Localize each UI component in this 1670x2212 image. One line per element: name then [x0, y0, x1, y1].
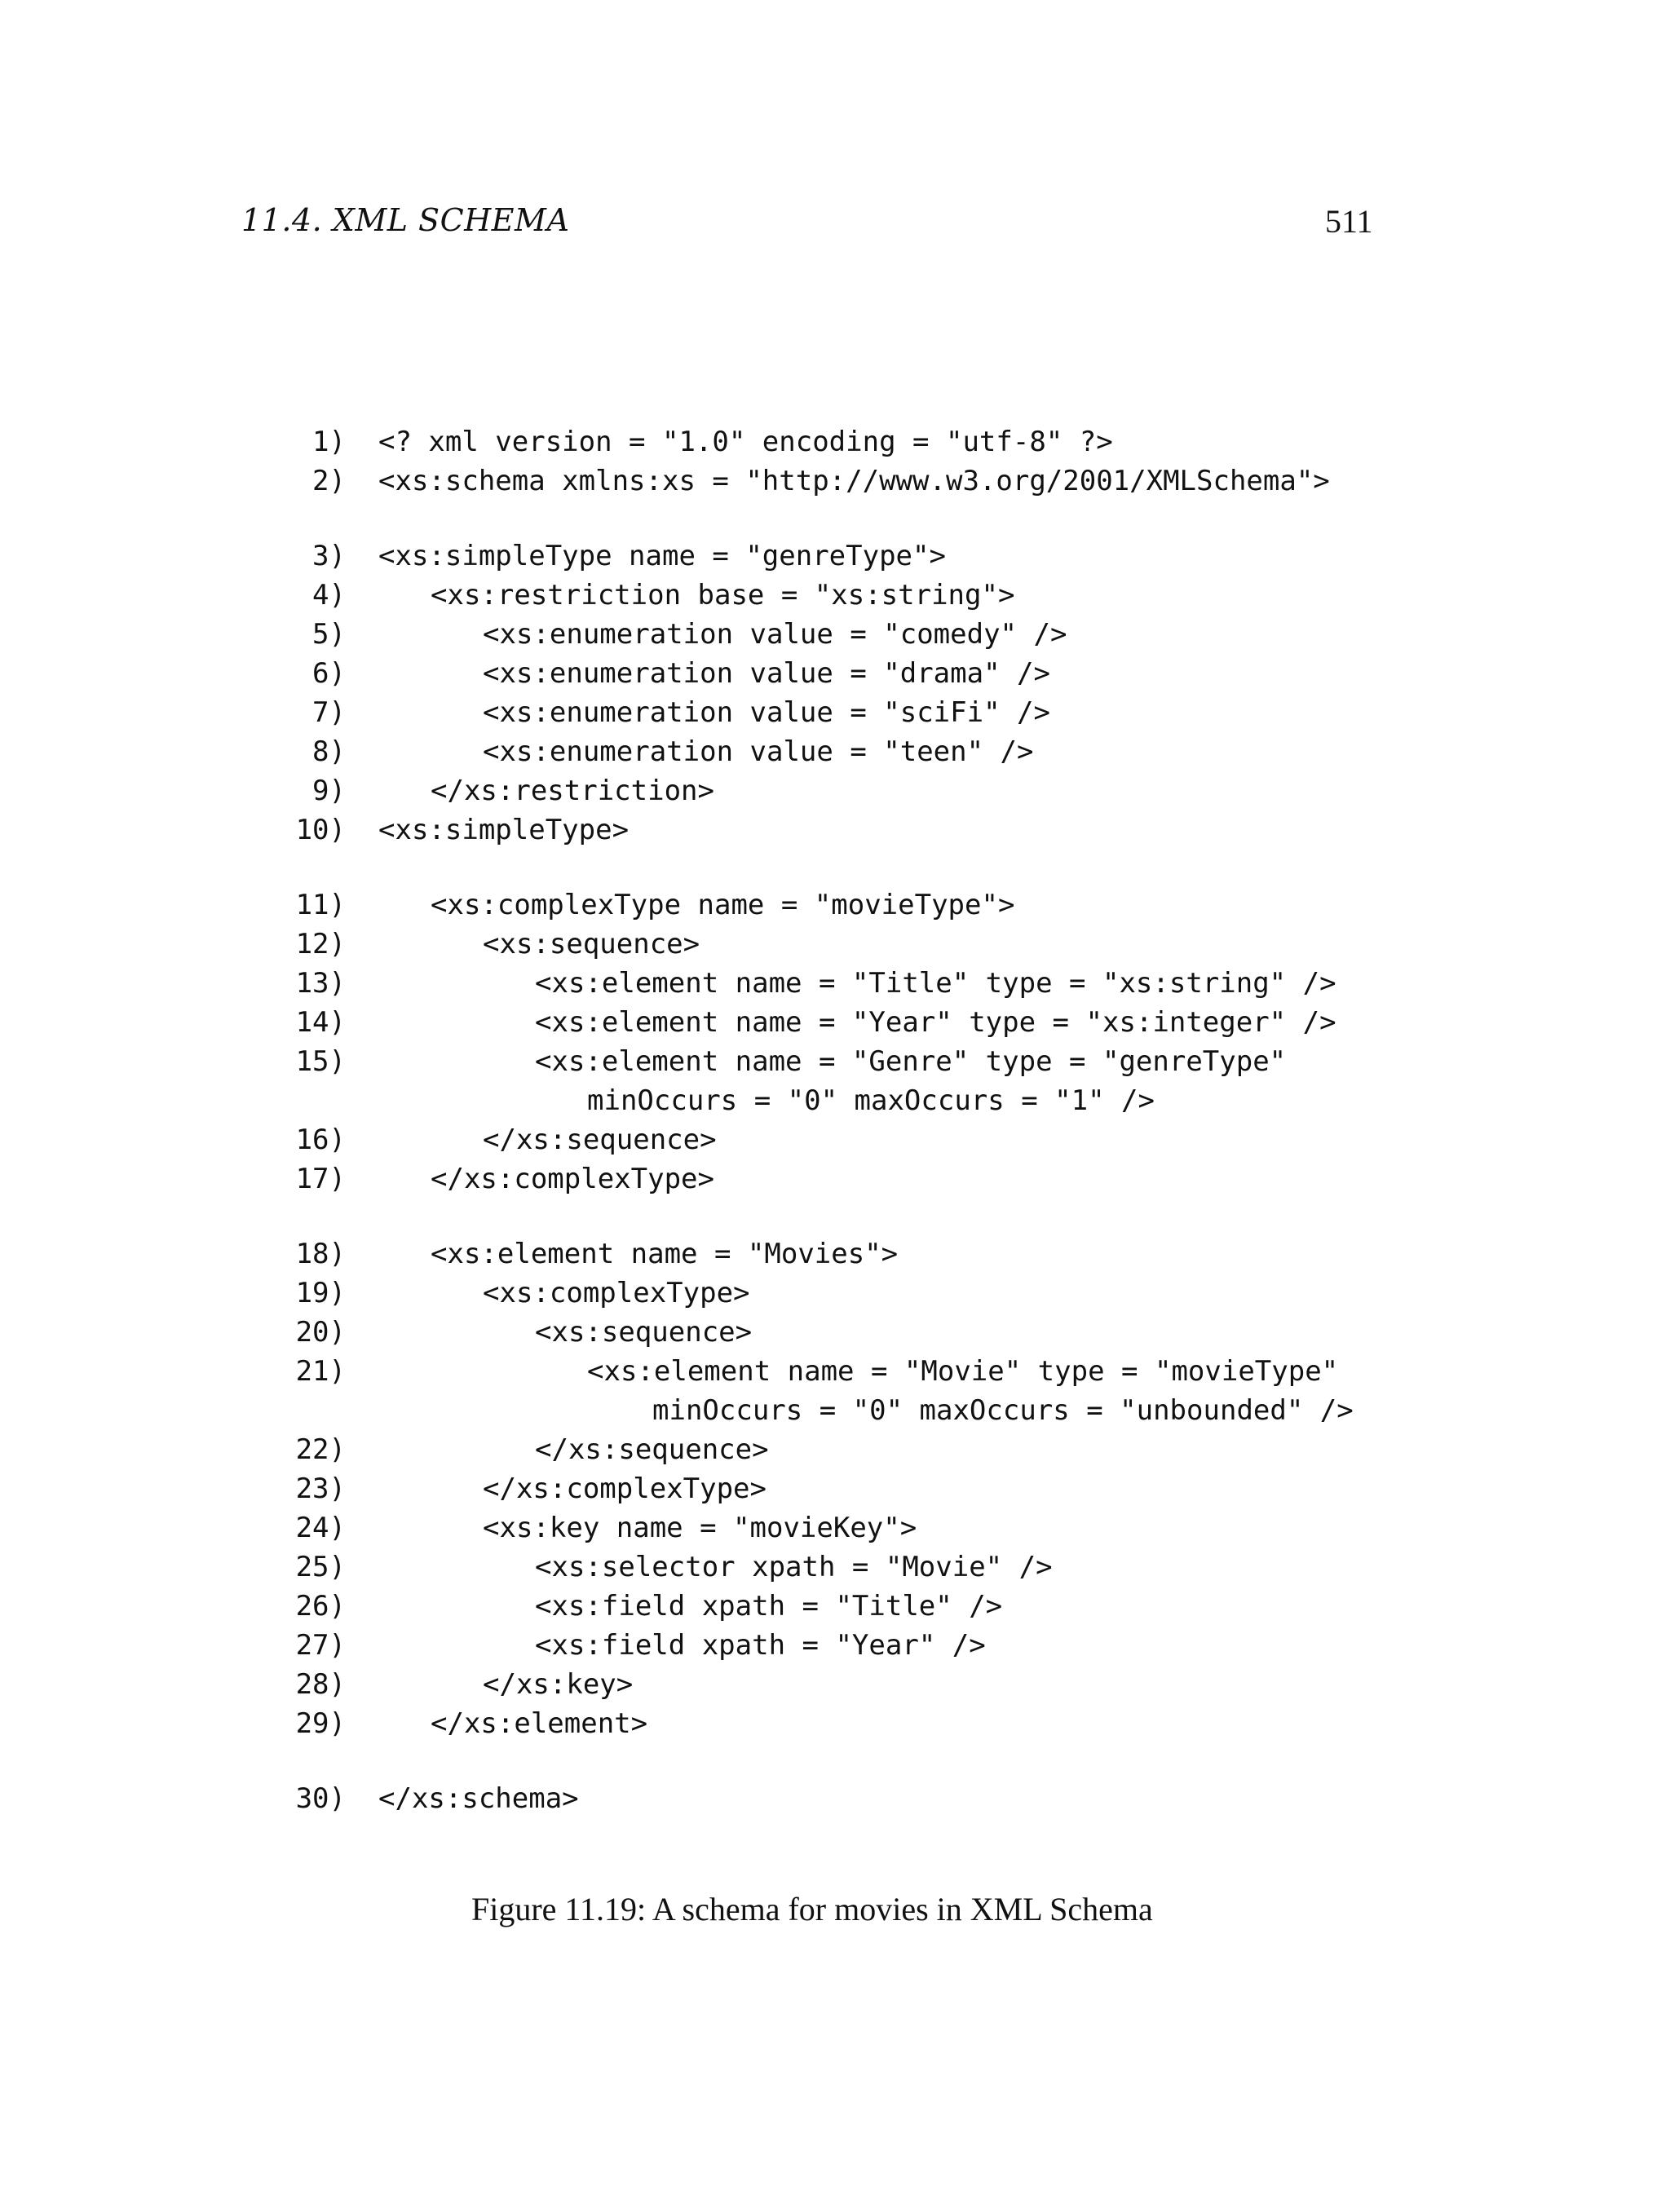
line-number: 2): [312, 465, 346, 497]
line-number: 5): [312, 618, 346, 651]
line-code: <xs:enumeration value = "sciFi" />: [483, 696, 1050, 729]
line-code: <xs:element name = "Year" type = "xs:integer" />: [535, 1006, 1336, 1039]
line-number: 10): [295, 814, 346, 846]
line-code: <xs:schema xmlns:xs = "http://www.w3.org/2001/XMLSchema">: [378, 465, 1330, 497]
line-code: <xs:element name = "Movies">: [431, 1238, 899, 1270]
line-number: 8): [312, 735, 346, 768]
line-code: <xs:complexType>: [483, 1277, 750, 1309]
line-number: 27): [295, 1629, 346, 1662]
line-number: 28): [295, 1668, 346, 1701]
line-code: <xs:simpleType>: [378, 814, 630, 846]
line-code: <? xml version = "1.0" encoding = "utf-8" ?>: [378, 426, 1113, 458]
line-number: 3): [312, 540, 346, 572]
line-code: </xs:restriction>: [431, 775, 714, 807]
line-code: <xs:enumeration value = "comedy" />: [483, 618, 1067, 651]
line-number: 19): [295, 1277, 346, 1309]
line-number: 15): [295, 1045, 346, 1078]
line-code: <xs:enumeration value = "teen" />: [483, 735, 1034, 768]
line-number: 17): [295, 1163, 346, 1195]
line-number: 7): [312, 696, 346, 729]
line-code: </xs:sequence>: [535, 1433, 769, 1466]
line-code: <xs:element name = "Movie" type = "movieType": [587, 1355, 1339, 1388]
line-code: <xs:element name = "Title" type = "xs:string" />: [535, 967, 1336, 1000]
line-code: <xs:simpleType name = "genreType">: [378, 540, 946, 572]
line-code: minOccurs = "0" maxOccurs = "unbounded" />: [652, 1394, 1354, 1427]
line-number: 22): [295, 1433, 346, 1466]
running-head: 11.4. XML SCHEMA: [241, 202, 570, 238]
line-number: 1): [312, 426, 346, 458]
line-code: </xs:element>: [431, 1707, 648, 1740]
line-number: 6): [312, 657, 346, 690]
line-number: 9): [312, 775, 346, 807]
line-code: </xs:complexType>: [483, 1472, 767, 1505]
line-code: <xs:complexType name = "movieType">: [431, 889, 1015, 921]
line-number: 16): [295, 1124, 346, 1156]
line-number: 26): [295, 1590, 346, 1623]
line-code: </xs:complexType>: [431, 1163, 714, 1195]
line-number: 30): [295, 1782, 346, 1815]
line-code: </xs:schema>: [378, 1782, 579, 1815]
figure-caption: Figure 11.19: A schema for movies in XML Schema: [471, 1891, 1153, 1927]
line-number: 11): [295, 889, 346, 921]
page-number: 511: [1325, 203, 1373, 240]
line-code: <xs:restriction base = "xs:string">: [431, 579, 1015, 612]
line-number: 13): [295, 967, 346, 1000]
line-number: 18): [295, 1238, 346, 1270]
line-number: 4): [312, 579, 346, 612]
line-number: 21): [295, 1355, 346, 1388]
line-number: 24): [295, 1512, 346, 1544]
line-code: <xs:field xpath = "Title" />: [535, 1590, 1003, 1623]
line-code: <xs:sequence>: [483, 928, 700, 960]
line-number: 29): [295, 1707, 346, 1740]
line-code: <xs:key name = "movieKey">: [483, 1512, 917, 1544]
line-code: </xs:sequence>: [483, 1124, 717, 1156]
line-code: <xs:selector xpath = "Movie" />: [535, 1551, 1053, 1583]
line-number: 20): [295, 1316, 346, 1349]
line-code: <xs:sequence>: [535, 1316, 753, 1349]
line-number: 25): [295, 1551, 346, 1583]
line-code: <xs:enumeration value = "drama" />: [483, 657, 1050, 690]
line-code: </xs:key>: [483, 1668, 634, 1701]
line-code: <xs:element name = "Genre" type = "genreType": [535, 1045, 1287, 1078]
line-code: minOccurs = "0" maxOccurs = "1" />: [587, 1084, 1155, 1117]
line-number: 14): [295, 1006, 346, 1039]
line-number: 12): [295, 928, 346, 960]
line-code: <xs:field xpath = "Year" />: [535, 1629, 986, 1662]
line-number: 23): [295, 1472, 346, 1505]
